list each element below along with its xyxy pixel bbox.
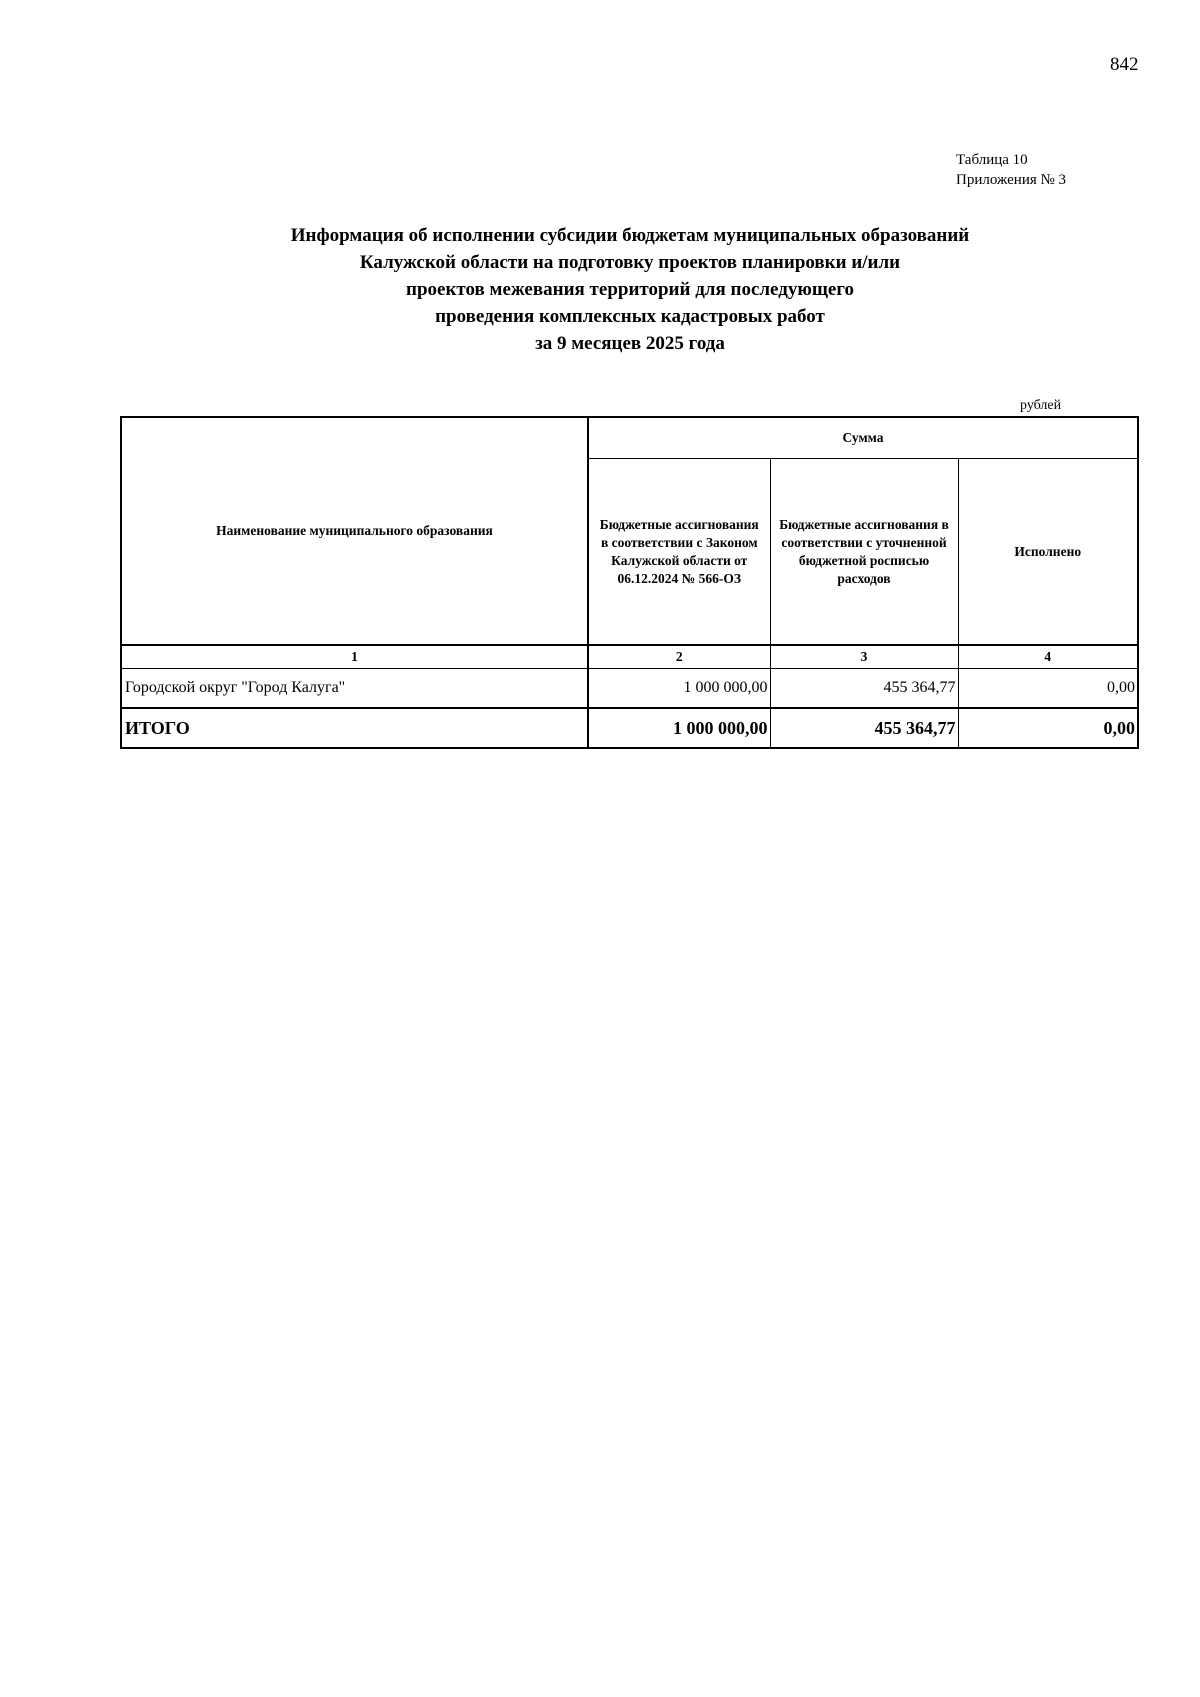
page-number: 842 [1110, 54, 1139, 75]
column-number-2: 2 [588, 645, 770, 669]
total-label: ИТОГО [121, 708, 588, 748]
table-row [121, 669, 1138, 709]
row-col3-value: 455 364,77 [770, 669, 958, 709]
header-col3: Бюджетные ассигнования в соответствии с уточненной бюджетной росписью расходов [770, 459, 958, 646]
title-line-1: Информация об исполнении субсидии бюджетам муниципальных образований [290, 225, 970, 246]
document-title [160, 222, 1100, 357]
column-numbers-row [121, 645, 1138, 669]
total-row [121, 708, 1138, 748]
subsidy-table [120, 416, 1139, 749]
row-col2-value: 1 000 000,00 [588, 669, 770, 709]
header-row-group [121, 417, 1138, 459]
header-col2: Бюджетные ассигнования в соответствии с Законом Калужской области от 06.12.2024 № 566-ОЗ [588, 459, 770, 646]
header-col4: Исполнено [958, 459, 1138, 646]
column-number-4: 4 [958, 645, 1138, 669]
title-line-4: проведения комплексных кадастровых работ [435, 306, 825, 327]
table-reference-line2: Приложения № 3 [956, 172, 1067, 188]
title-line-3: проектов межевания территорий для последующего [406, 279, 854, 300]
table-reference-line1: Таблица 10 [956, 152, 1028, 168]
title-line-5: за 9 месяцев 2025 года [535, 333, 725, 354]
row-municipality-name: Городской округ "Город Калуга" [121, 669, 588, 709]
header-summa: Сумма [588, 417, 1138, 459]
column-number-1: 1 [121, 645, 588, 669]
units-label: рублей [1020, 398, 1062, 413]
total-col3-value: 455 364,77 [770, 708, 958, 748]
title-line-2: Калужской области на подготовку проектов планировки и/или [359, 252, 901, 273]
total-col4-value: 0,00 [958, 708, 1138, 748]
row-col4-value: 0,00 [958, 669, 1138, 709]
header-name-column: Наименование муниципального образования [121, 417, 588, 645]
total-col2-value: 1 000 000,00 [588, 708, 770, 748]
column-number-3: 3 [770, 645, 958, 669]
table-reference [956, 150, 1066, 190]
